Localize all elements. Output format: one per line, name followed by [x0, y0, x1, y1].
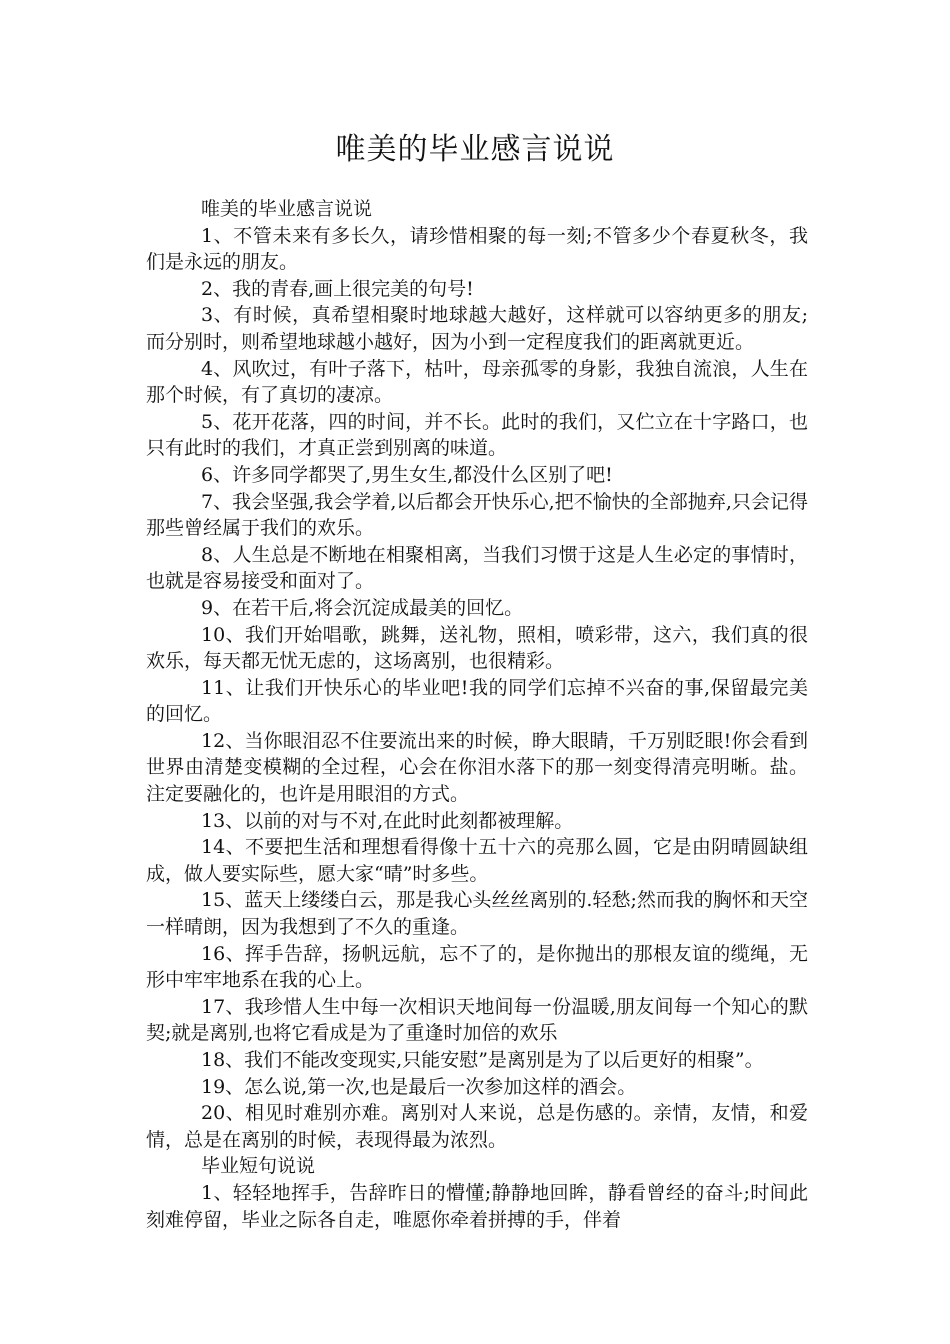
- paragraph: 19、怎么说,第一次,也是最后一次参加这样的酒会。: [201, 1075, 637, 1098]
- paragraph: 7、我会坚强,我会学着,以后都会开快乐心,把不愉快的全部抛弃,只会记得那些曾经属于我们的欢乐。: [146, 490, 808, 540]
- paragraph: 11、让我们开快乐心的毕业吧!我的同学们忘掉不兴奋的事,保留最完美的回忆。: [146, 676, 808, 726]
- paragraph: 18、我们不能改变现实,只能安慰”是离别是为了以后更好的相聚”。: [201, 1049, 764, 1071]
- document-body: [146, 196, 808, 1233]
- paragraph: 12、当你眼泪忍不住要流出来的时候，睁大眼睛，千万别眨眼!你会看到世界由清楚变模糊的全过程，心会在你泪水落下的那一刻变得清亮明晰。盐。注定要融化的，也许是用眼泪的方式。: [146, 729, 808, 806]
- paragraph: 13、以前的对与不对,在此时此刻都被理解。: [201, 809, 574, 832]
- section-heading: 毕业短句说说: [201, 1155, 316, 1178]
- paragraph: 1、不管未来有多长久，请珍惜相聚的每一刻;不管多少个春夏秋冬，我们是永远的朋友。: [146, 224, 808, 274]
- paragraph: 2、我的青春,画上很完美的句号!: [201, 277, 474, 300]
- paragraph: 4、风吹过，有叶子落下，枯叶，母亲孤零的身影，我独自流浪，人生在那个时候，有了真切的凄凉。: [146, 357, 808, 407]
- paragraph: 14、不要把生活和理想看得像十五十六的亮那么圆，它是由阴晴圆缺组成，做人要实际些，愿大家“晴”时多些。: [146, 836, 808, 885]
- paragraph: 唯美的毕业感言说说: [201, 198, 373, 220]
- paragraph: 20、相见时难别亦难。离别对人来说，总是伤感的。亲情，友情，和爱情，总是在离别的时候，表现得最为浓烈。: [146, 1102, 808, 1151]
- paragraph: 1、轻轻地挥手，告辞昨日的懵懂;静静地回眸，静看曾经的奋斗;时间此刻难停留，毕业之际各自走，唯愿你牵着拼搏的手，伴着: [146, 1181, 808, 1231]
- paragraph: 8、人生总是不断地在相聚相离，当我们习惯于这是人生必定的事情时，也就是容易接受和面对了。: [146, 543, 808, 593]
- paragraph: 10、我们开始唱歌，跳舞，送礼物，照相，喷彩带，这六，我们真的很欢乐，每天都无忧无虑的，这场离别，也很精彩。: [146, 623, 808, 673]
- page-title: 唯美的毕业感言说说: [335, 132, 615, 167]
- paragraph: 16、挥手告辞，扬帆远航，忘不了的，是你抛出的那根友谊的缆绳，无形中牢牢地系在我的心上。: [146, 942, 808, 992]
- paragraph: 15、蓝天上缕缕白云，那是我心头丝丝离别的.轻愁;然而我的胸怀和天空一样晴朗，因为我想到了不久的重逢。: [146, 889, 808, 939]
- paragraph: 3、有时候，真希望相聚时地球越大越好，这样就可以容纳更多的朋友;而分别时，则希望地球越小越好，因为小到一定程度我们的距离就更近。: [146, 304, 808, 353]
- paragraph: 17、我珍惜人生中每一次相识天地间每一份温暖,朋友间每一个知心的默契;就是离别,也将它看成是为了重逢时加倍的欢乐: [146, 995, 808, 1045]
- paragraph: 9、在若干后,将会沉淀成最美的回忆。: [201, 596, 524, 619]
- paragraph: 5、花开花落，四的时间，并不长。此时的我们，又伫立在十字路口，也只有此时的我们，才真正尝到别离的味道。: [146, 410, 808, 460]
- paragraph: 6、许多同学都哭了,男生女生,都没什么区别了吧!: [201, 463, 613, 486]
